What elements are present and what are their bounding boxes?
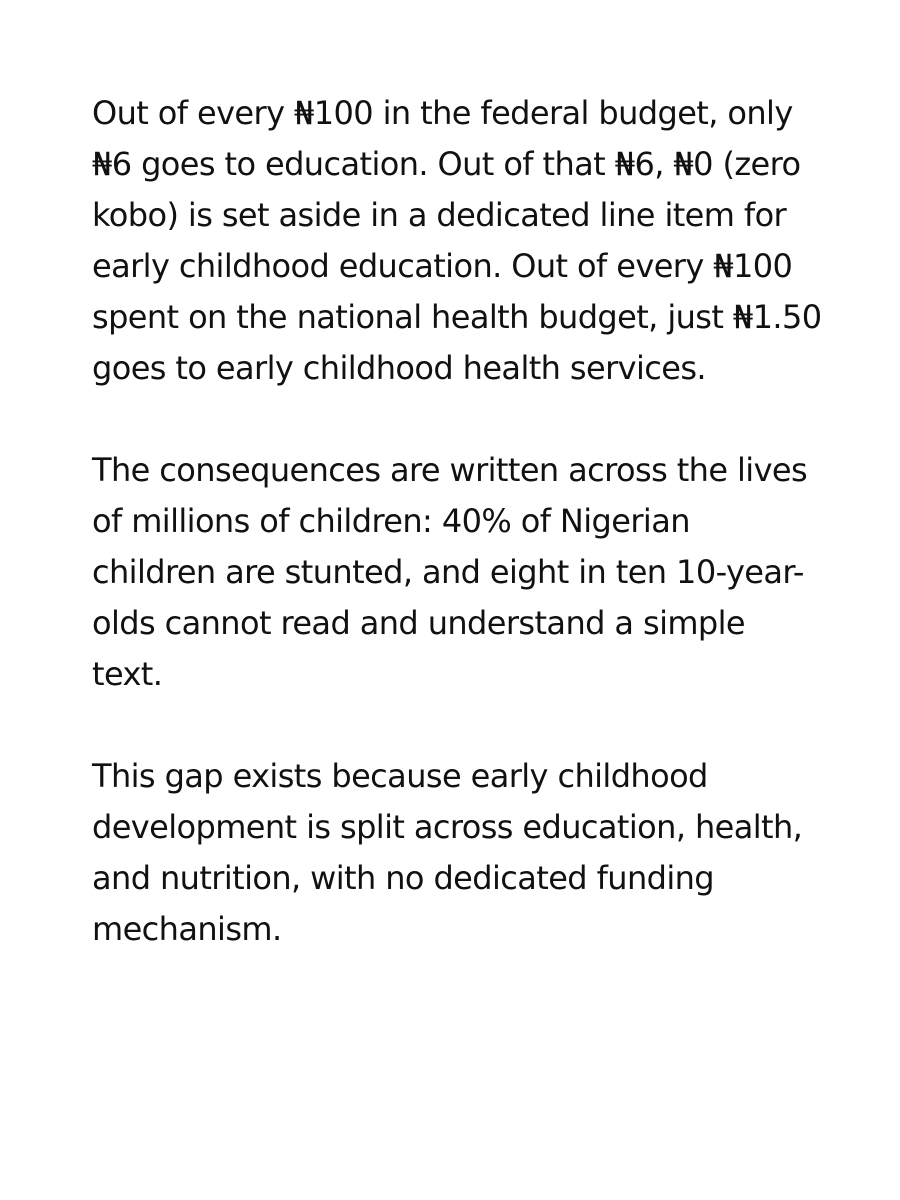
paragraph-budget: Out of every ₦100 in the federal budget, only ₦6 goes to education. Out of that ₦6, ₦0 (zero kobo) is set aside in a dedicated line item for early childhood education. Out of every ₦100 spent on the national health budget, just ₦1.50 goes to early childhood health services.: [92, 94, 822, 387]
paragraph-consequences: The consequences are written across the lives of millions of children: 40% of Nigerian children are stunted, and eight in ten 10-year-olds cannot read and understand a simple text.: [92, 451, 808, 693]
paragraph-gap: This gap exists because early childhood development is split across education, health, and nutrition, with no dedicated funding mechanism.: [92, 757, 803, 948]
document-body: [92, 88, 822, 955]
